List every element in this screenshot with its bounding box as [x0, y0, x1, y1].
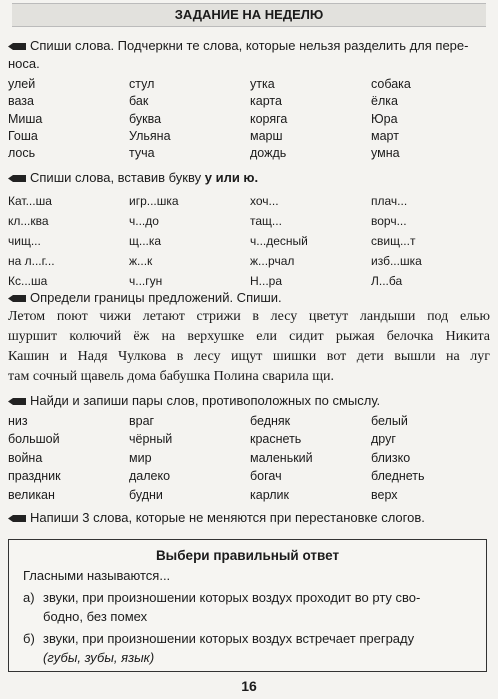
word-item: мир: [129, 450, 152, 465]
task3-paragraph: [8, 307, 490, 387]
task4-text: Найди и запиши пары слов, противоположных по смыслу.: [30, 393, 381, 408]
word-item: Кс...ша: [8, 274, 48, 288]
word-item: близко: [371, 450, 411, 465]
word-item: Гоша: [8, 128, 38, 143]
word-item: ж...рчал: [250, 254, 295, 268]
task5-instruction: [8, 509, 493, 527]
paragraph-line: шуршит колючий ёж на верхушке ели сидит рыжая белочка Никита: [8, 329, 490, 344]
word-item: маленький: [250, 450, 313, 465]
pencil-icon: [8, 514, 26, 523]
option-a-line1: звуки, при произношении которых воздух проходит во рту сво-: [43, 590, 421, 605]
word-item: утка: [250, 77, 275, 91]
word-item: март: [371, 128, 399, 143]
word-item: Л...ба: [371, 274, 403, 288]
task4-instruction: [8, 392, 493, 410]
word-item: будни: [129, 487, 163, 502]
task4-word-grid: [8, 412, 493, 504]
task1-word-grid: [8, 76, 493, 162]
word-item: ёлка: [371, 94, 398, 109]
word-item: Миша: [8, 111, 43, 126]
word-item: бедняк: [250, 414, 291, 428]
option-b-line1: звуки, при произношении которых воздух встречает преграду: [43, 631, 415, 646]
pencil-icon: [8, 174, 26, 183]
word-item: коряга: [250, 111, 288, 126]
option-b-line2: [43, 648, 478, 667]
word-item: Кат...ша: [8, 194, 52, 208]
word-item: ворч...: [371, 214, 407, 228]
paragraph-line: Летом поют чижи летают стрижи в лесу цветут ландыши под елью: [8, 309, 490, 324]
pencil-icon: [8, 42, 26, 51]
word-item: великан: [8, 487, 55, 502]
word-item: ч...до: [129, 214, 159, 228]
task5-text: Напиши 3 слова, которые не меняются при перестановке слогов.: [30, 510, 425, 525]
word-item: ваза: [8, 94, 34, 109]
word-item: белый: [371, 414, 408, 428]
task1-text-line2: носа.: [8, 56, 40, 71]
word-item: стул: [129, 77, 155, 91]
task1-instruction: [8, 37, 493, 73]
word-item: чёрный: [129, 432, 173, 447]
word-item: бледнеть: [371, 469, 425, 484]
word-item: чищ...: [8, 234, 41, 248]
word-item: тащ...: [250, 214, 282, 228]
word-item: Н...ра: [250, 274, 283, 288]
paragraph-line: Кашин и Надя Чулкова в лесу ищут шишки вот дети вышли на луг: [8, 349, 490, 364]
word-item: бак: [129, 94, 149, 109]
word-item: богач: [250, 469, 282, 484]
word-item: на л...г...: [8, 254, 55, 268]
word-item: карта: [250, 94, 282, 109]
word-item: лось: [8, 146, 36, 161]
option-a-letter: а): [23, 590, 35, 605]
word-item: Юра: [371, 111, 398, 126]
quiz-title: Выбери правильный ответ: [155, 548, 340, 563]
option-b-examples: (губы, зубы, язык): [43, 650, 155, 665]
word-item: Ульяна: [129, 128, 171, 143]
word-item: хоч...: [250, 194, 279, 208]
pencil-icon: [8, 397, 26, 406]
word-item: далеко: [129, 469, 171, 484]
word-item: щ...ка: [129, 234, 162, 248]
word-item: враг: [129, 414, 155, 428]
word-item: ч...десный: [250, 234, 308, 248]
page-number: 16: [241, 678, 257, 694]
option-b-letter: б): [23, 631, 35, 646]
word-item: кл...ква: [8, 214, 49, 228]
word-item: ч...гун: [129, 274, 163, 288]
quiz-box: [8, 539, 487, 672]
word-item: война: [8, 450, 43, 465]
quiz-option-b: [23, 629, 478, 667]
word-item: большой: [8, 432, 60, 447]
word-item: марш: [250, 128, 283, 143]
task1-text-line1: Спиши слова. Подчеркни те слова, которые нельзя разделить для пере-: [30, 38, 469, 53]
word-item: низ: [8, 414, 28, 428]
pencil-icon: [8, 294, 26, 303]
option-a-line2: бодно, без помех: [43, 609, 148, 624]
word-item: собака: [371, 77, 411, 91]
word-item: верх: [371, 487, 398, 502]
task3-instruction: [8, 289, 493, 307]
quiz-question: Гласными называются...: [23, 568, 171, 583]
page-header: ЗАДАНИЕ НА НЕДЕЛЮ: [12, 3, 486, 27]
word-item: буква: [129, 111, 162, 126]
task2-instruction: [8, 169, 493, 187]
task2-text: Спиши слова, вставив букву: [30, 170, 205, 185]
paragraph-line: там сочный щавель дома бабушка Полина сварила щи.: [8, 369, 335, 384]
task2-word-grid: [8, 191, 493, 291]
task3-text: Определи границы предложений. Спиши.: [30, 290, 282, 305]
word-item: друг: [371, 432, 396, 447]
word-item: дождь: [250, 146, 287, 161]
word-item: изб...шка: [371, 254, 422, 268]
word-item: плач...: [371, 194, 408, 208]
word-item: улей: [8, 77, 36, 91]
quiz-option-a: [23, 588, 478, 626]
word-item: ж...к: [129, 254, 153, 268]
word-item: умна: [371, 146, 400, 161]
word-item: игр...шка: [129, 194, 179, 208]
task2-letters: у или ю.: [204, 170, 259, 185]
word-item: свищ...т: [371, 234, 416, 248]
word-item: краснеть: [250, 432, 302, 447]
word-item: праздник: [8, 469, 61, 484]
word-item: туча: [129, 146, 155, 161]
word-item: карлик: [250, 487, 289, 502]
